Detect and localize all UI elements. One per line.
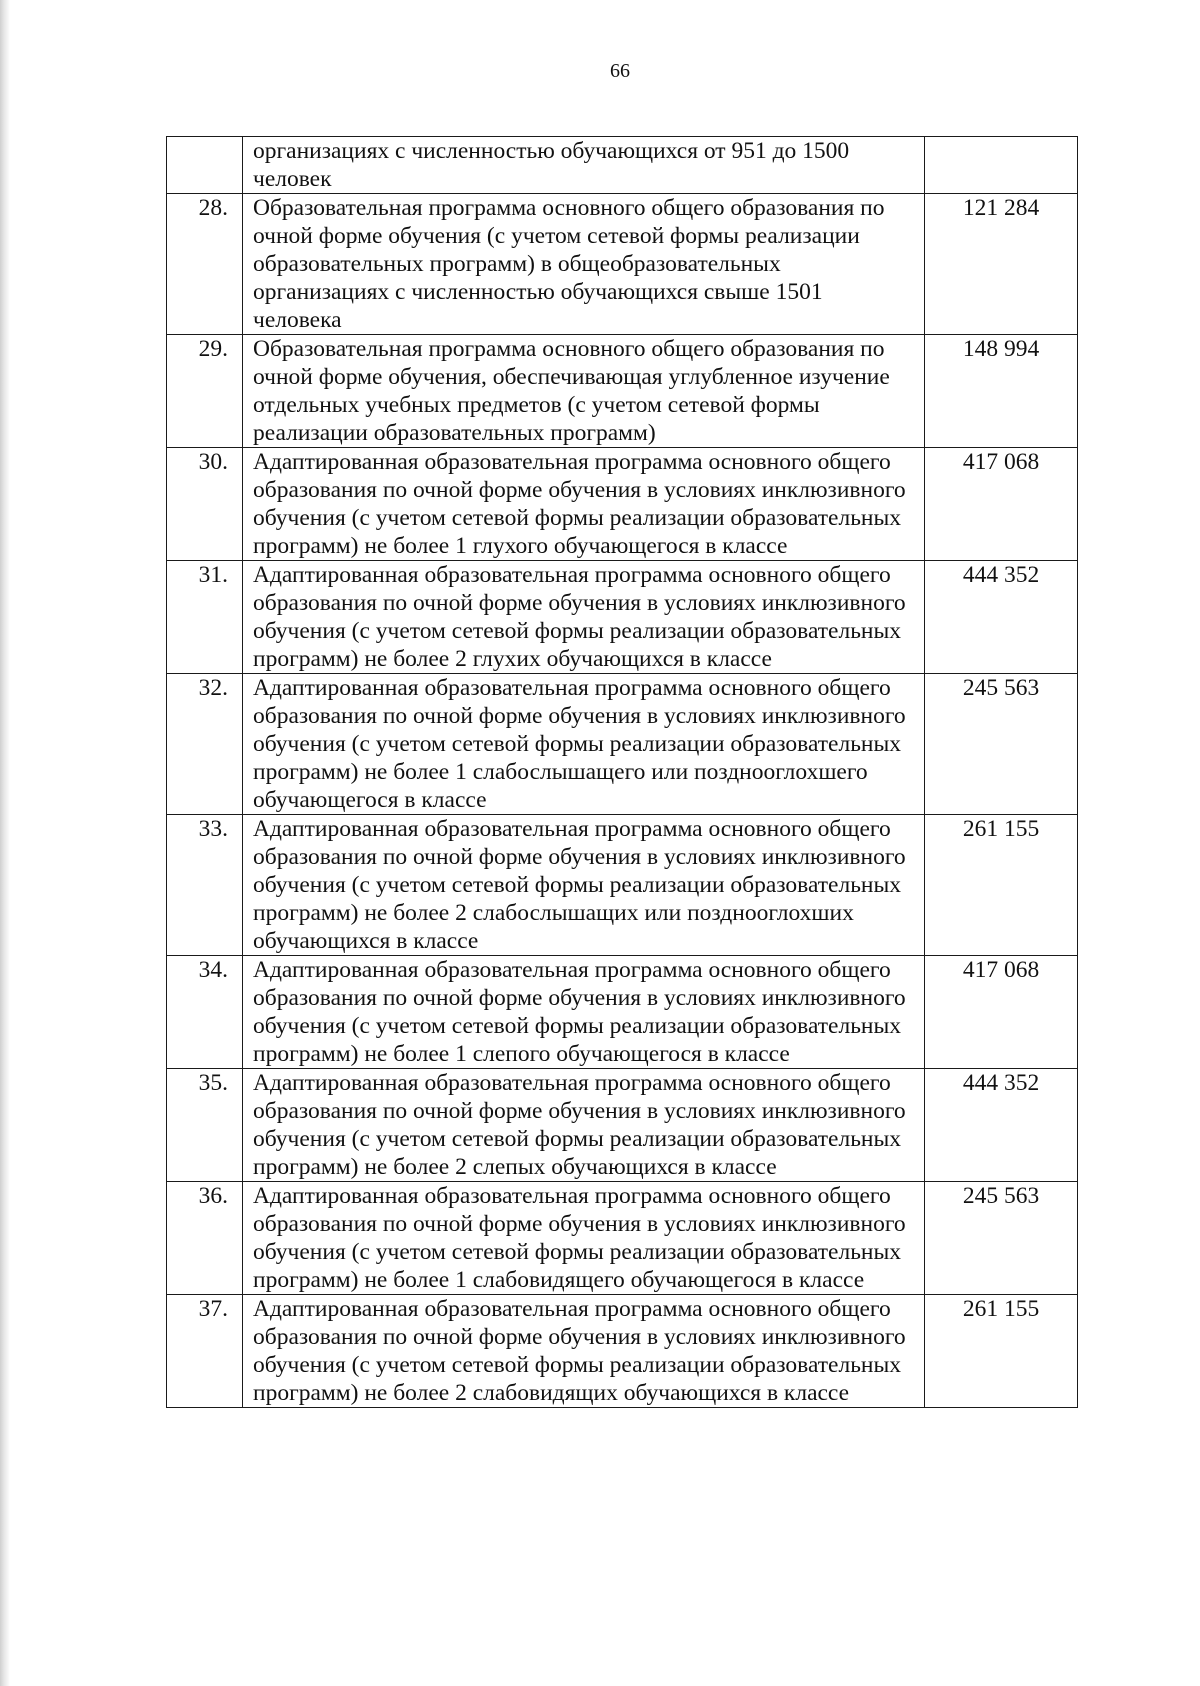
program-description: Адаптированная образовательная программа основного общего образования по очной форме обучения в условиях инклюзивного обучения (с учетом сетевой формы реализации образовательных программ) не более 1 слепого обучающегося в классе [243,956,925,1069]
cost-value: 444 352 [925,1069,1078,1182]
cost-value: 245 563 [925,674,1078,815]
row-number: 33. [167,815,243,956]
table-row [167,1295,1078,1408]
row-number: 34. [167,956,243,1069]
scan-edge-shadow [0,0,10,1686]
program-description: организациях с численностью обучающихся от 951 до 1500 человек [243,137,925,194]
table-row [167,674,1078,815]
page-number: 66 [610,60,630,82]
program-description: Адаптированная образовательная программа основного общего образования по очной форме обучения в условиях инклюзивного обучения (с учетом сетевой формы реализации образовательных программ) не более 2 слепых обучающихся в классе [243,1069,925,1182]
table-row [167,1182,1078,1295]
table-row [167,1069,1078,1182]
table-row [167,956,1078,1069]
program-description: Адаптированная образовательная программа основного общего образования по очной форме обучения в условиях инклюзивного обучения (с учетом сетевой формы реализации образовательных программ) не более 2 глухих обучающихся в классе [243,561,925,674]
row-number: 32. [167,674,243,815]
program-description: Адаптированная образовательная программа основного общего образования по очной форме обучения в условиях инклюзивного обучения (с учетом сетевой формы реализации образовательных программ) не более 2 слабослышащих или позднооглохших обучающихся в классе [243,815,925,956]
cost-value: 121 284 [925,194,1078,335]
table-row [167,137,1078,194]
cost-value: 261 155 [925,815,1078,956]
program-description: Адаптированная образовательная программа основного общего образования по очной форме обучения в условиях инклюзивного обучения (с учетом сетевой формы реализации образовательных программ) не более 1 слабослышащего или позднооглохшего обучающегося в классе [243,674,925,815]
table-row [167,815,1078,956]
cost-value [925,137,1078,194]
program-description: Адаптированная образовательная программа основного общего образования по очной форме обучения в условиях инклюзивного обучения (с учетом сетевой формы реализации образовательных программ) не более 1 слабовидящего обучающегося в классе [243,1182,925,1295]
cost-value: 148 994 [925,335,1078,448]
row-number: 36. [167,1182,243,1295]
row-number [167,137,243,194]
program-description: Адаптированная образовательная программа основного общего образования по очной форме обучения в условиях инклюзивного обучения (с учетом сетевой формы реализации образовательных программ) не более 1 глухого обучающегося в классе [243,448,925,561]
program-description: Образовательная программа основного общего образования по очной форме обучения, обеспечивающая углубленное изучение отдельных учебных предметов (с учетом сетевой формы реализации образовательных программ) [243,335,925,448]
table-row [167,194,1078,335]
row-number: 28. [167,194,243,335]
cost-value: 417 068 [925,448,1078,561]
row-number: 30. [167,448,243,561]
row-number: 31. [167,561,243,674]
row-number: 29. [167,335,243,448]
cost-value: 417 068 [925,956,1078,1069]
program-description: Образовательная программа основного общего образования по очной форме обучения (с учетом сетевой формы реализации образовательных программ) в общеобразовательных организациях с численностью обучающихся свыше 1501 человека [243,194,925,335]
cost-value: 261 155 [925,1295,1078,1408]
row-number: 37. [167,1295,243,1408]
tariff-table [166,136,1078,1408]
table-row [167,448,1078,561]
table-row [167,335,1078,448]
row-number: 35. [167,1069,243,1182]
program-description: Адаптированная образовательная программа основного общего образования по очной форме обучения в условиях инклюзивного обучения (с учетом сетевой формы реализации образовательных программ) не более 2 слабовидящих обучающихся в классе [243,1295,925,1408]
cost-value: 245 563 [925,1182,1078,1295]
cost-value: 444 352 [925,561,1078,674]
table-row [167,561,1078,674]
